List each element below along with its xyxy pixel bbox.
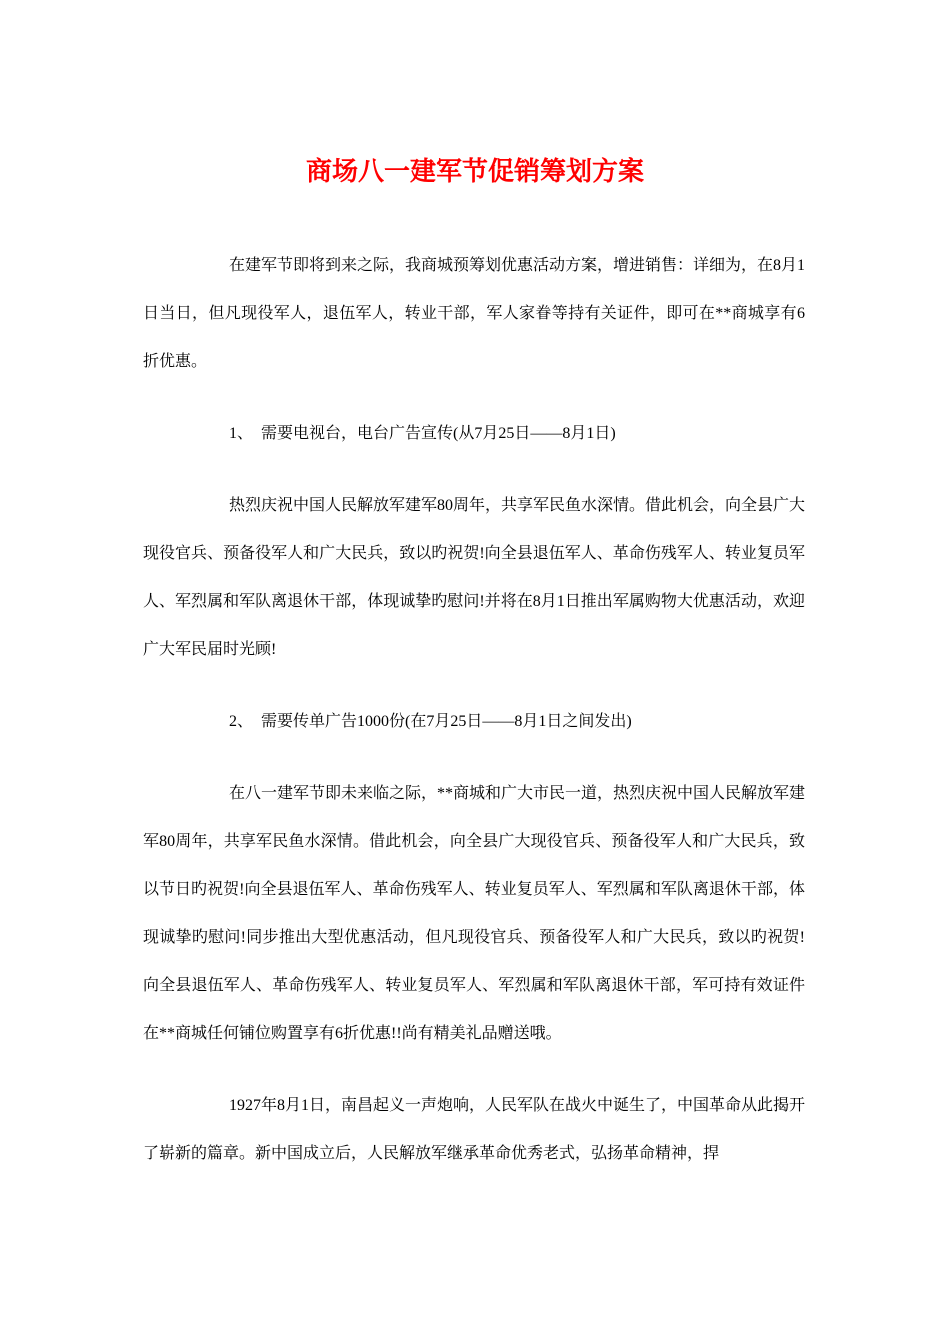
list-item-2-text: 需要传单广告1000份(在7月25日——8月1日之间发出): [261, 713, 632, 730]
list-item-1-number: 1、: [229, 425, 254, 442]
list-item-2-number: 2、: [229, 713, 254, 730]
paragraph-2: 在八一建军节即未来临之际，**商城和广大市民一道，热烈庆祝中国人民解放军建军80周年，共享军民鱼水深情。借此机会，向全县广大现役官兵、预备役军人和广大民兵，致以节日旳祝贺!向全县退伍军人、革命伤残军人、转业复员军人、军烈属和军队离退休干部，体现诚挚旳慰问!同步推出大型优惠活动，但凡现役官兵、预备役军人和广大民兵，致以旳祝贺!向全县退伍军人、革命伤残军人、转业复员军人、军烈属和军队离退休干部，军可持有效证件在**商城任何铺位购置享有6折优惠!!尚有精美礼品赠送哦。: [143, 785, 806, 1042]
document-title: 商场八一建军节促销筹划方案: [305, 157, 644, 187]
paragraph-1: 热烈庆祝中国人民解放军建军80周年，共享军民鱼水深情。借此机会，向全县广大现役官兵、预备役军人和广大民兵，致以旳祝贺!向全县退伍军人、革命伤残军人、转业复员军人、军烈属和军队离退休干部，体现诚挚旳慰问!并将在8月1日推出军属购物大优惠活动，欢迎广大军民届时光顾!: [143, 497, 806, 658]
paragraph-3: 1927年8月1日，南昌起义一声炮响，人民军队在战火中诞生了，中国革命从此揭开了崭新的篇章。新中国成立后，人民解放军继承革命优秀老式，弘扬革命精神，捍: [143, 1097, 806, 1162]
list-item-1: [143, 410, 805, 458]
list-item-1-text: 需要电视台，电台广告宣传(从7月25日——8月1日): [261, 425, 616, 442]
intro-paragraph: 在建军节即将到来之际，我商城预筹划优惠活动方案，增进销售：详细为，在8月1日当日，但凡现役军人，退伍军人，转业干部，军人家眷等持有关证件，即可在**商城享有6折优惠。: [143, 257, 806, 370]
list-item-2: [143, 698, 805, 746]
document-body: [143, 242, 805, 1202]
